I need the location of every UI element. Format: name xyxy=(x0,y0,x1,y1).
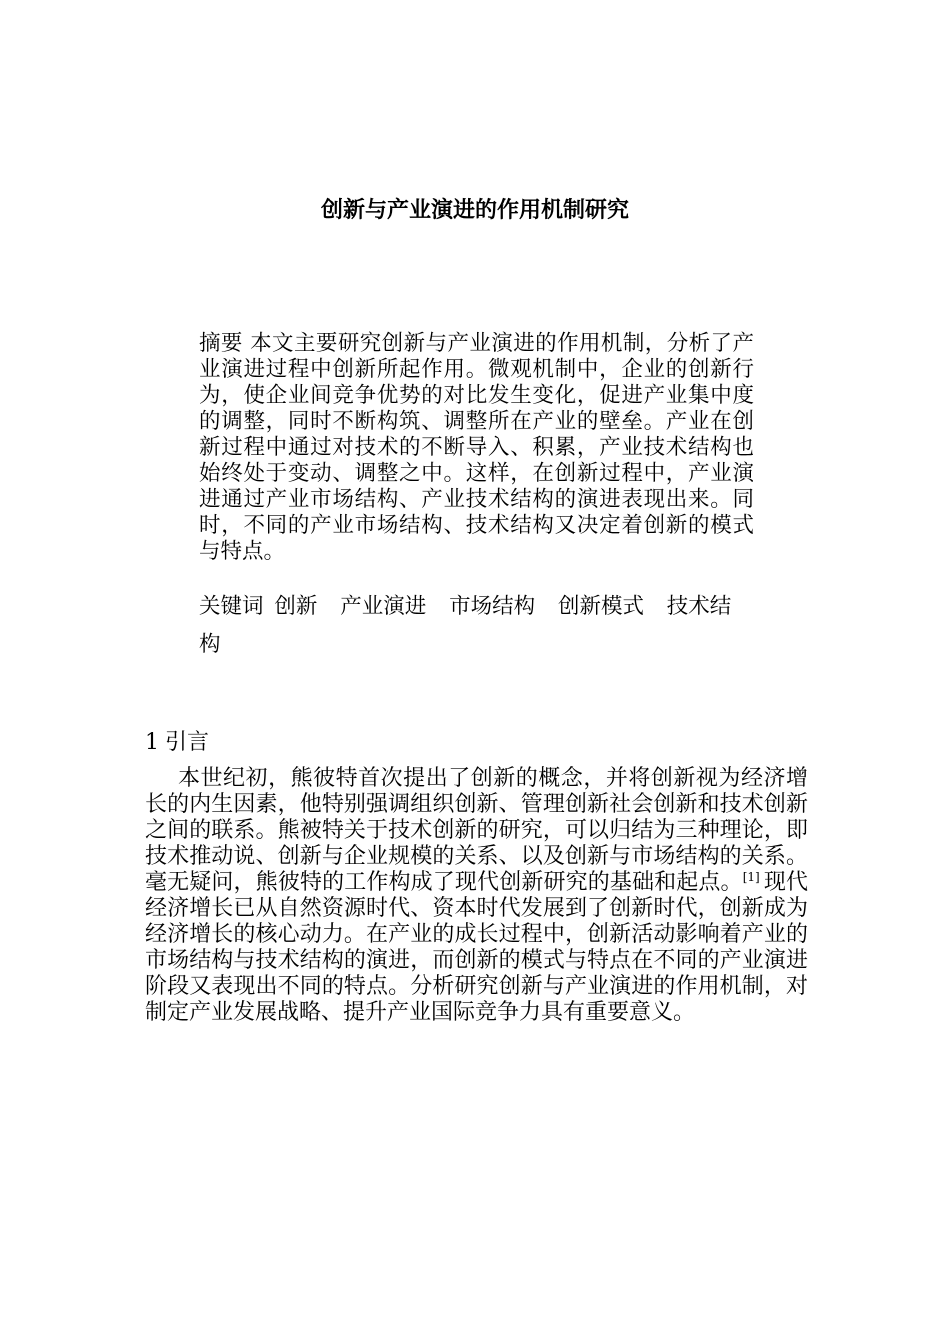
keywords-label: 关键词 xyxy=(199,594,264,619)
keywords xyxy=(199,588,759,664)
keyword: 产业演进 xyxy=(340,594,427,619)
body-paragraph xyxy=(145,766,808,1026)
keyword: 市场结构 xyxy=(449,594,536,619)
section-title: 引言 xyxy=(165,730,210,755)
section-heading xyxy=(145,728,209,758)
keyword: 技术结构 xyxy=(199,594,732,657)
paragraph-text: 本世纪初，熊彼特首次提出了创新的概念，并将创新视为经济增长的内生因素，他特别强调组织创新、管理创新社会创新和技术创新之间的联系。熊被特关于技术创新的研究，可以归结为三种理论，即技术推动说、创新与企业规模的关系、以及创新与市场结构的关系。毫无疑问，熊彼特的工作构成了现代创新研究的基础和起点。 xyxy=(145,766,808,895)
abstract-label: 摘要 xyxy=(199,331,243,356)
keyword: 创新 xyxy=(274,594,318,619)
abstract-text: 本文主要研究创新与产业演进的作用机制，分析了产业演进过程中创新所起作用。微观机制中，企业的创新行为，使企业间竞争优势的对比发生变化，促进产业集中度的调整，同时不断构筑、调整所在产业的壁垒。产业在创新过程中通过对技术的不断导入、积累，产业技术结构也始终处于变动、调整之中。这样，在创新过程中，产业演进通过产业市场结构、产业技术结构的演进表现出来。同时，不同的产业市场结构、技术结构又决定着创新的模式与特点。 xyxy=(199,331,754,564)
paragraph-text-continued: 现代经济增长已从自然资源时代、资本时代发展到了创新时代，创新成为经济增长的核心动力。在产业的成长过程中，创新活动影响着产业的市场结构与技术结构的演进，而创新的模式与特点在不同的产业演进阶段又表现出不同的特点。分析研究创新与产业演进的作用机制，对制定产业发展战略、提升产业国际竞争力具有重要意义。 xyxy=(145,870,808,1025)
citation-ref: [1] xyxy=(742,869,760,884)
section-number: 1 xyxy=(145,730,159,755)
keyword: 创新模式 xyxy=(557,594,644,619)
abstract xyxy=(199,331,754,565)
paper-title: 创新与产业演进的作用机制研究 xyxy=(320,198,629,223)
